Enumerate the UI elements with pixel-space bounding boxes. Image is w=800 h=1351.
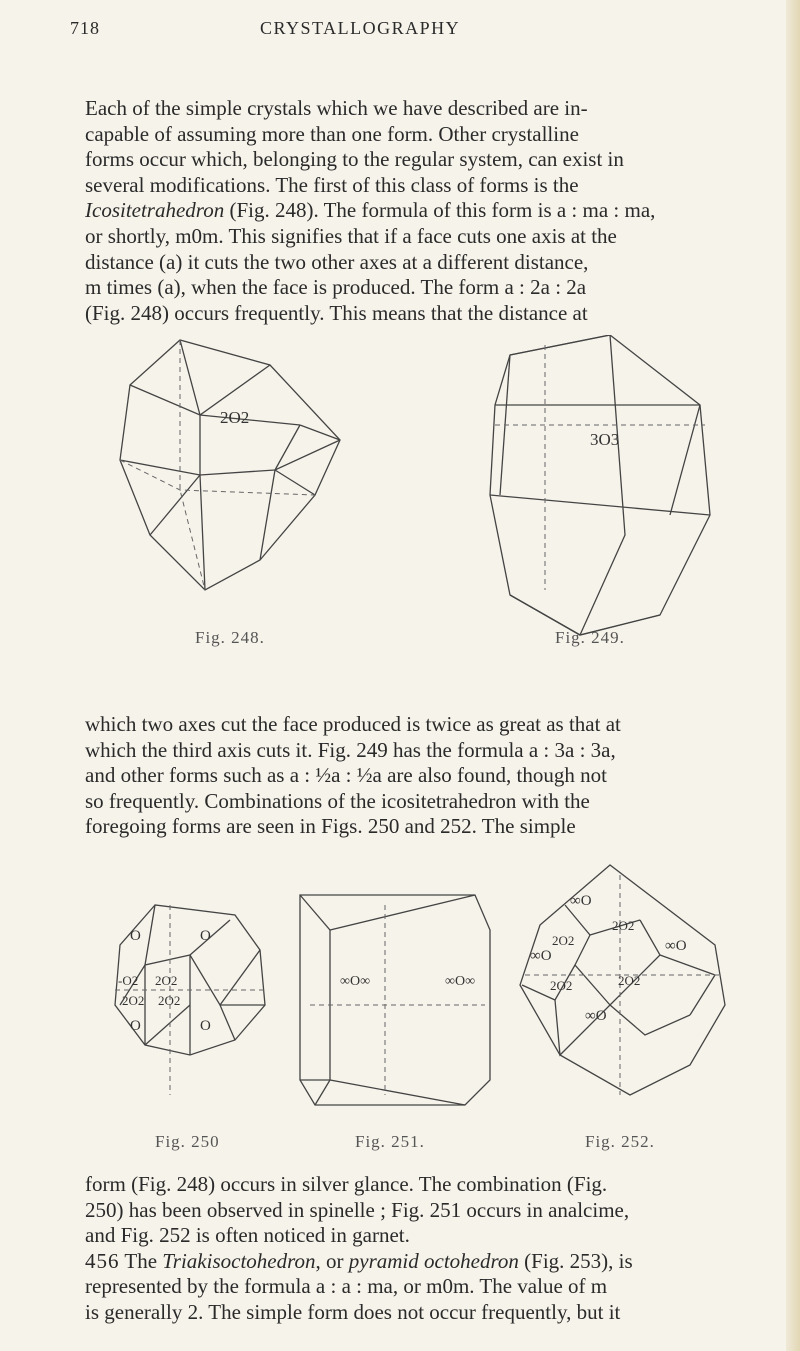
text-line: m times (a), when the face is produced. The form a : 2a : 2a — [85, 275, 587, 300]
face-label: ∞O — [665, 938, 687, 954]
page-number: 718 — [70, 18, 100, 38]
face-label: 2O2 — [158, 993, 181, 1008]
face-label: ∞O∞ — [340, 974, 371, 989]
text-line: so frequently. Combinations of the icositetrahedron with the — [85, 788, 590, 813]
icositetrahedron-diagram — [110, 330, 350, 670]
caption-fig-250: Fig. 250 — [155, 1132, 220, 1151]
figure-249 — [470, 335, 730, 655]
text-line: or shortly, m0m. This signifies that if a face cuts one axis at the — [85, 223, 617, 248]
text-line: several modifications. The first of this class of forms is the — [85, 172, 579, 197]
text-line: and Fig. 252 is often noticed in garnet. — [85, 1223, 410, 1248]
caption-fig-249: Fig. 249. — [555, 628, 625, 647]
paragraph-occurrence — [85, 1172, 705, 1326]
text-line: which the third axis cuts it. Fig. 249 has the formula a : 3a : 3a, — [85, 737, 616, 762]
term-icositetrahedron: Icositetrahedron — [85, 198, 225, 223]
face-label: O — [130, 928, 141, 944]
text-line: foregoing forms are seen in Figs. 250 and 252. The simple — [85, 814, 576, 839]
icositetrahedron-3o3-diagram — [470, 335, 730, 655]
term-pyramid-octohedron: pyramid octohedron — [348, 1248, 519, 1273]
page-header — [70, 18, 710, 48]
text-line: 456 The Triakisoctohedron, or pyramid octohedron (Fig. 253), is — [85, 1248, 633, 1273]
caption-fig-251: Fig. 251. — [355, 1132, 425, 1151]
text-line: 250) has been observed in spinelle ; Fig. 251 occurs in analcime, — [85, 1197, 630, 1222]
text-line: represented by the formula a : a : ma, or m0m. The value of m — [85, 1274, 608, 1299]
text-line: form (Fig. 248) occurs in silver glance. The combination (Fig. — [85, 1172, 608, 1196]
text-line: distance (a) it cuts the two other axes at a different distance, — [85, 249, 589, 274]
text-line: capable of assuming more than one form. Other crystalline — [85, 121, 579, 146]
text-line: Each of the simple crystals which we have described are in- — [85, 96, 588, 120]
figure-250 — [100, 855, 285, 1125]
paragraph-icositetrahedron — [85, 96, 705, 326]
text-line: which two axes cut the face produced is twice as great as that at — [85, 712, 621, 736]
combination-diagram-252 — [510, 855, 740, 1125]
text-line: forms occur which, belonging to the regular system, can exist in — [85, 147, 624, 172]
face-label: ∞O∞ — [445, 974, 476, 989]
combination-diagram-250 — [100, 855, 285, 1125]
combination-diagram-251 — [295, 855, 495, 1125]
face-label: 2O2 — [552, 933, 575, 948]
face-label: O — [130, 1018, 141, 1034]
face-label: 2O2 — [220, 408, 250, 427]
face-label: 3O3 — [590, 430, 620, 449]
text-line: and other forms such as a : ½a : ½a are also found, though not — [85, 763, 607, 788]
figure-252 — [510, 855, 740, 1125]
text-line: (Fig. 248) occurs frequently. This means that the distance at — [85, 300, 588, 325]
face-label: 2O2 — [122, 993, 145, 1008]
page-edge — [786, 0, 800, 1351]
text-line: Icositetrahedron (Fig. 248). The formula of this form is a : ma : ma, — [85, 198, 656, 223]
caption-fig-252: Fig. 252. — [585, 1132, 655, 1151]
caption-fig-248: Fig. 248. — [195, 628, 265, 647]
face-label: ∞O — [570, 893, 592, 909]
section-number: 456 — [85, 1248, 120, 1273]
face-label: 2O2 — [618, 973, 641, 988]
face-label: 2O2 — [155, 973, 178, 988]
text-line: is generally 2. The simple form does not occur frequently, but it — [85, 1299, 621, 1324]
term-triakisoctohedron: Triakisoctohedron — [162, 1248, 316, 1273]
face-label: O — [200, 928, 211, 944]
face-label: 2O2 — [550, 978, 573, 993]
face-label: 2O2 — [612, 918, 635, 933]
figure-248 — [110, 330, 350, 670]
face-label: ∞O — [585, 1008, 607, 1024]
face-label: -O2 — [118, 973, 139, 988]
paragraph-forms — [85, 712, 705, 840]
running-title: CRYSTALLOGRAPHY — [260, 18, 461, 38]
figure-251 — [295, 855, 495, 1125]
face-label: O — [200, 1018, 211, 1034]
face-label: ∞O — [530, 948, 552, 964]
